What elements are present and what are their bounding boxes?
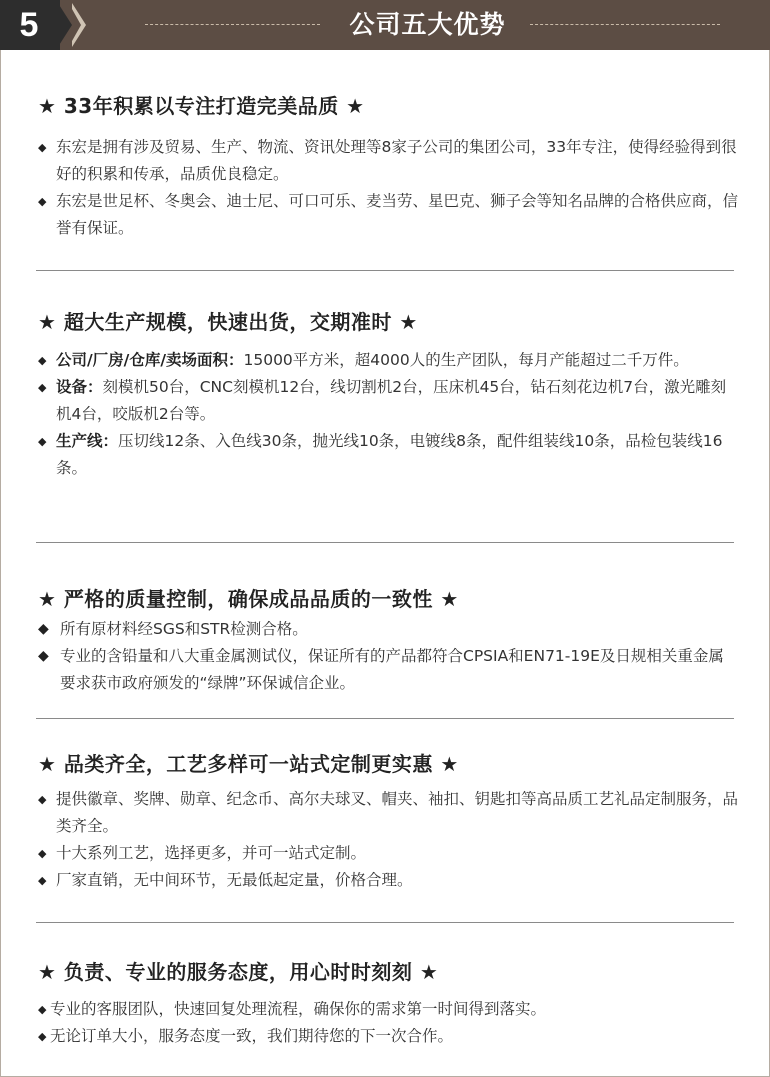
section-number-box (0, 0, 60, 50)
item-text: 无论订单大小，服务态度一致，我们期待您的下一次合作。 (50, 1027, 454, 1045)
list-item (38, 134, 738, 188)
section-title: ★ 负责、专业的服务态度，用心时时刻刻 ★ (38, 960, 439, 984)
diamond-bullet-icon: ◆ (38, 141, 47, 154)
item-text: 压切线12条、入色线30条，抛光线10条，电镀线8条，配件组装线10条，品检包装线16条。 (56, 432, 723, 477)
item-text: 15000平方米，超4000人的生产团队，每月产能超过二千万件。 (243, 351, 689, 369)
section-title: ★ 严格的质量控制，确保成品品质的一致性 ★ (38, 587, 459, 611)
diamond-bullet-icon: ◆ (38, 435, 47, 448)
diamond-bullet-icon: ◆ (38, 1003, 47, 1016)
diamond-bullet-icon: ◆ (38, 381, 47, 394)
diamond-bullet-icon: ◆ (38, 354, 47, 367)
list-item (38, 374, 738, 428)
section-title: ★ 33年积累以专注打造完美品质 ★ (38, 94, 365, 118)
section-header-bar (0, 0, 770, 50)
item-text: 专业的客服团队，快速回复处理流程，确保你的需求第一时间得到落实。 (50, 1000, 547, 1018)
item-text: 专业的含铅量和八大重金属测试仪，保证所有的产品都符合CPSIA和EN71-19E及日规相关重金属要求获市政府颁发的“绿牌”环保诚信企业。 (60, 647, 724, 692)
item-text: 所有原材料经SGS和STR检测合格。 (60, 620, 308, 638)
list-item (38, 428, 738, 482)
diamond-bullet-icon: ◆ (38, 874, 47, 887)
section-divider (36, 718, 734, 719)
list-item (38, 347, 738, 374)
section-divider (36, 542, 734, 543)
section-title: ★ 品类齐全，工艺多样可一站式定制更实惠 ★ (38, 752, 459, 776)
list-item (38, 996, 738, 1023)
advantage-list (38, 786, 738, 894)
diamond-bullet-icon: ◆ (38, 847, 47, 860)
list-item (38, 786, 738, 840)
chevron-right-icon (72, 3, 86, 47)
list-item (38, 1023, 738, 1050)
item-text: 厂家直销，无中间环节，无最低起定量，价格合理。 (56, 871, 413, 889)
diamond-bullet-icon: ◆ (38, 793, 47, 806)
section-title: ★ 超大生产规模，快速出货，交期准时 ★ (38, 310, 418, 334)
diamond-bullet-icon: ◆ (38, 621, 49, 637)
diamond-bullet-icon: ◆ (38, 195, 47, 208)
section-number: 5 (19, 6, 39, 44)
item-text: 东宏是拥有涉及贸易、生产、物流、资讯处理等8家子公司的集团公司，33年专注，使得经验得到很好的积累和传承，品质优良稳定。 (56, 138, 737, 183)
advantage-list (38, 134, 738, 242)
diamond-bullet-icon: ◆ (38, 1030, 47, 1043)
list-item (38, 867, 738, 894)
list-item (38, 643, 738, 697)
list-item (38, 188, 738, 242)
chevron-right-icon (56, 0, 72, 50)
header-dashed-line-left (145, 24, 320, 25)
advantage-list (38, 616, 738, 697)
item-text: 刻模机50台，CNC刻模机12台，线切割机2台，压床机45台，钻石刻花边机7台，激光雕刻机4台，咬版机2台等。 (56, 378, 727, 423)
section-divider (36, 922, 734, 923)
list-item (38, 616, 738, 643)
advantage-list (38, 347, 738, 482)
item-text: 十大系列工艺，选择更多，并可一站式定制。 (56, 844, 367, 862)
item-label: 生产线： (56, 432, 119, 450)
list-item (38, 840, 738, 867)
diamond-bullet-icon: ◆ (38, 648, 49, 664)
item-text: 东宏是世足杯、冬奥会、迪士尼、可口可乐、麦当劳、星巴克、狮子会等知名品牌的合格供应商，信誉有保证。 (56, 192, 739, 237)
section-divider (36, 270, 734, 271)
item-label: 公司/厂房/仓库/卖场面积： (56, 351, 244, 369)
item-text: 提供徽章、奖牌、勋章、纪念币、高尔夫球叉、帽夹、袖扣、钥匙扣等高品质工艺礼品定制服务，品类齐全。 (56, 790, 739, 835)
page-title: 公司五大优势 (349, 10, 506, 39)
header-dashed-line-right (530, 24, 720, 25)
advantage-list (38, 996, 738, 1050)
item-label: 设备： (56, 378, 103, 396)
